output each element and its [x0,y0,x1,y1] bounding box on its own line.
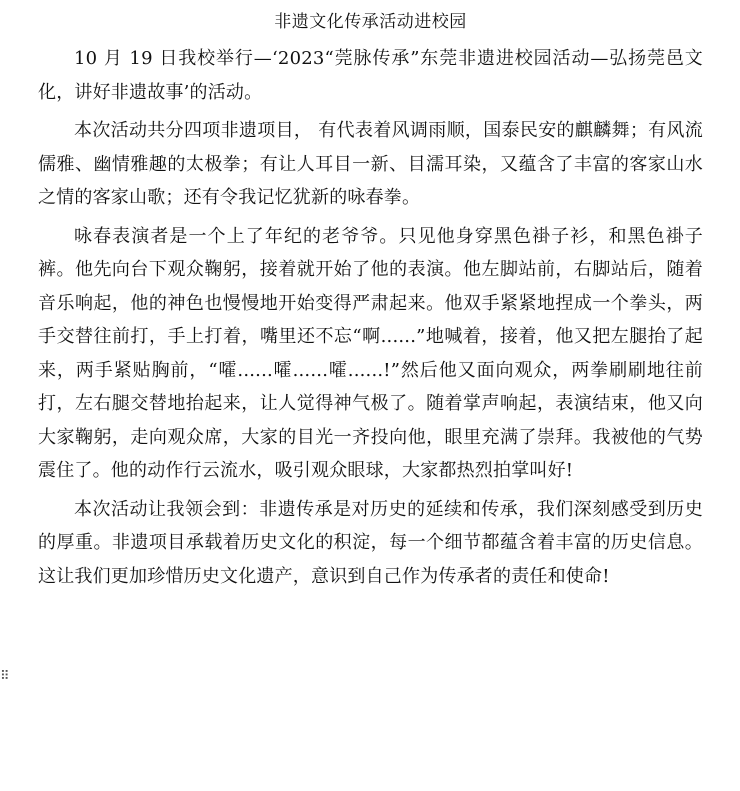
paragraph-reflection: 本次活动让我领会到：非遗传承是对历史的延续和传承，我们深刻感受到历史的厚重。非遗项目承载着历史文化的积淀，每一个细节都蕴含着丰富的历史信息。这让我们更加珍惜历史文化遗产，意识到自己作为传承者的责任和使命! [38,498,703,587]
paragraph-wing-chun-performance: 咏春表演者是一个上了年纪的老爷爷。只见他身穿黑色褂子衫，和黑色褂子裤。他先向台下观众鞠躬，接着就开始了他的表演。他左脚站前，右脚站后，随着音乐响起，他的神色也慢慢地开始变得严肃起来。他双手紧紧地捏成一个拳头，两手交替往前打，手上打着，嘴里还不忘“啊......”地喊着，接着，他又把左腿抬了起来，两手紧贴胸前，“嚯......嚯......嚯......!”然后他又面向观众，两拳刷刷地往前打，左右腿交替地抬起来，让人觉得神气极了。随着掌声响起，表演结束，他又向大家鞠躬，走向观众席，大家的目光一齐投向他，眼里充满了崇拜。我被他的气势震住了。他的动作行云流水，吸引观众眼球，大家都热烈拍掌叫好! [38,225,703,481]
document-title: 非遗文化传承活动进校园 [274,12,467,32]
paragraph-activities: 本次活动共分四项非遗项目， 有代表着风调雨顺，国泰民安的麒麟舞；有风流儒雅、幽情雅趣的太极拳；有让人耳目一新、目濡耳染，又蕴含了丰富的客家山水之情的客家山歌；还有令我记忆犹新的咏春拳。 [38,120,703,208]
document-page [38,0,703,791]
paragraph-drag-handle-icon[interactable]: ⠿ [0,669,9,684]
paragraph-intro: 10 月 19 日我校举行—‘2023“莞脉传承”东莞非遗进校园活动—弘扬莞邑文化，讲好非遗故事’的活动。 [38,48,703,103]
